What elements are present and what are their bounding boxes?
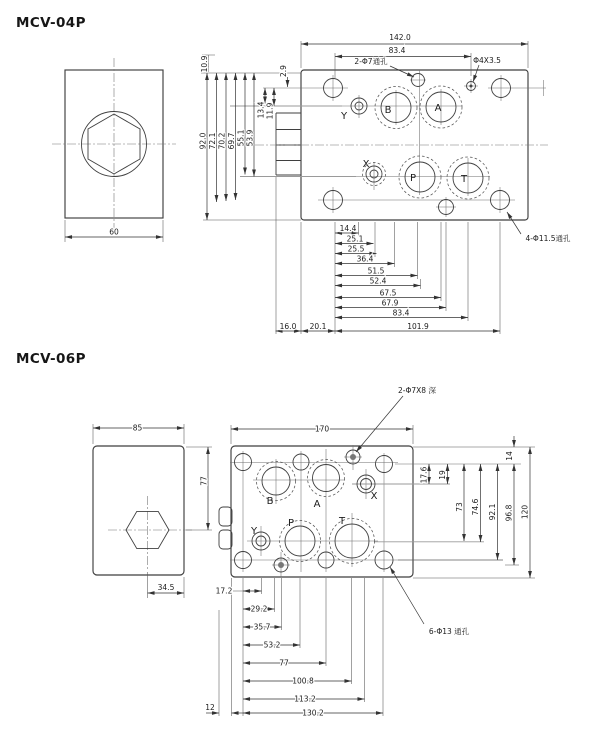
- dim-06p-29-2: 29.2: [250, 604, 268, 614]
- dim-06p-74-6: 74.6: [471, 498, 480, 516]
- dim-04p-53-9: 53.9: [245, 129, 255, 147]
- dim-04p-overall: 142.0: [389, 33, 411, 42]
- dim-04p-holespan: 83.4: [388, 46, 406, 55]
- dim-04p-16-0: 16.0: [279, 322, 297, 331]
- dim-04p-36-4: 36.4: [356, 254, 374, 264]
- port-label-y-06p: Y: [250, 526, 258, 537]
- port-label-a-06p: A: [313, 499, 321, 510]
- dim-06p-73: 73: [455, 502, 464, 512]
- port-label-y-04p: Y: [340, 111, 348, 122]
- port-label-t-04p: T: [460, 174, 468, 185]
- dim-04p-55-1: 55.1: [236, 129, 246, 147]
- dim-04p-69-7: 69.7: [227, 132, 236, 150]
- dim-06p-120: 120: [520, 504, 530, 520]
- dim-06p-19: 19: [438, 470, 447, 480]
- mcv06p-dimensions: [205, 386, 535, 718]
- dim-06p-12: 12: [205, 703, 215, 712]
- dim-04p-92: 92.0: [198, 132, 208, 150]
- dim-04p-10-9: 10.9: [200, 55, 209, 73]
- port-p-04p: [399, 156, 441, 198]
- dim-06p-113-2: 113.2: [294, 694, 316, 704]
- mcv04p-side-view: [52, 58, 176, 242]
- dim-04p-70-2: 70.2: [217, 132, 227, 150]
- ann-04p-mount-holes: 4-Φ11.5通孔: [525, 234, 571, 243]
- dim-04p-72-1: 72.1: [208, 132, 217, 150]
- port-label-x-04p: X: [362, 159, 370, 170]
- dim-04p-51-5: 51.5: [367, 266, 385, 276]
- dim-04p-14-4: 14.4: [339, 224, 357, 233]
- port-label-x-06p: X: [370, 491, 378, 502]
- port-label-a-04p: A: [434, 103, 442, 114]
- ann-06p-mount-holes: 6-Φ13 通孔: [428, 627, 470, 636]
- dim-06p-17-6: 17.6: [419, 466, 429, 484]
- dim-06p-side-height: 77: [199, 476, 209, 486]
- section-title-mcv06p: MCV-06P: [16, 351, 86, 367]
- dim-06p-side-offset: 34.5: [157, 583, 175, 592]
- dim-06p-92-1: 92.1: [488, 503, 497, 521]
- dim-04p-13-4: 13.4: [256, 101, 266, 119]
- port-label-p-06p: P: [287, 518, 295, 529]
- dim-06p-130-2: 130.2: [302, 708, 324, 718]
- dim-04p-67-9: 67.9: [381, 298, 399, 308]
- port-label-t-06p: T: [338, 516, 346, 527]
- ann-04p-pin-hole: Φ4X3.5: [473, 56, 501, 65]
- dim-06p-side-width: 85: [132, 423, 143, 433]
- dim-04p-2-9: 2.9: [279, 65, 288, 77]
- port-label-b-04p: B: [384, 105, 392, 116]
- dim-06p-53-2: 53.2: [263, 640, 281, 650]
- dim-06p-77: 77: [279, 658, 289, 668]
- mcv04p-dimensions: [199, 33, 572, 334]
- dim-04p-67-5: 67.5: [379, 288, 397, 298]
- dim-06p-overall: 170: [314, 424, 330, 434]
- dim-06p-14: 14: [505, 451, 514, 461]
- ann-06p-top-holes: 2-Φ7X8 深: [398, 386, 436, 395]
- dim-06p-100-8: 100.8: [292, 676, 314, 686]
- ann-04p-top-holes: 2-Φ7通孔: [354, 57, 388, 66]
- dim-06p-17-2: 17.2: [215, 586, 233, 596]
- mcv06p-side-view: [93, 424, 212, 599]
- dim-04p-25-5: 25.5: [347, 244, 365, 254]
- port-label-p-04p: P: [409, 173, 417, 184]
- mcv04p-top-view: [230, 70, 548, 220]
- port-label-b-06p: B: [266, 496, 274, 507]
- dim-04p-101-9: 101.9: [407, 322, 429, 331]
- section-title-mcv04p: MCV-04P: [16, 15, 86, 31]
- dim-04p-20-1: 20.1: [309, 322, 327, 331]
- dim-04p-52-4: 52.4: [369, 276, 387, 286]
- dim-04p-11-9: 11.9: [265, 102, 275, 120]
- dim-04p-side-width: 60: [109, 227, 119, 237]
- dim-04p-25-1: 25.1: [346, 234, 364, 244]
- dim-06p-35-7: 35.7: [253, 622, 271, 632]
- dim-06p-96-8: 96.8: [504, 504, 514, 522]
- dim-04p-83-4b: 83.4: [392, 308, 410, 318]
